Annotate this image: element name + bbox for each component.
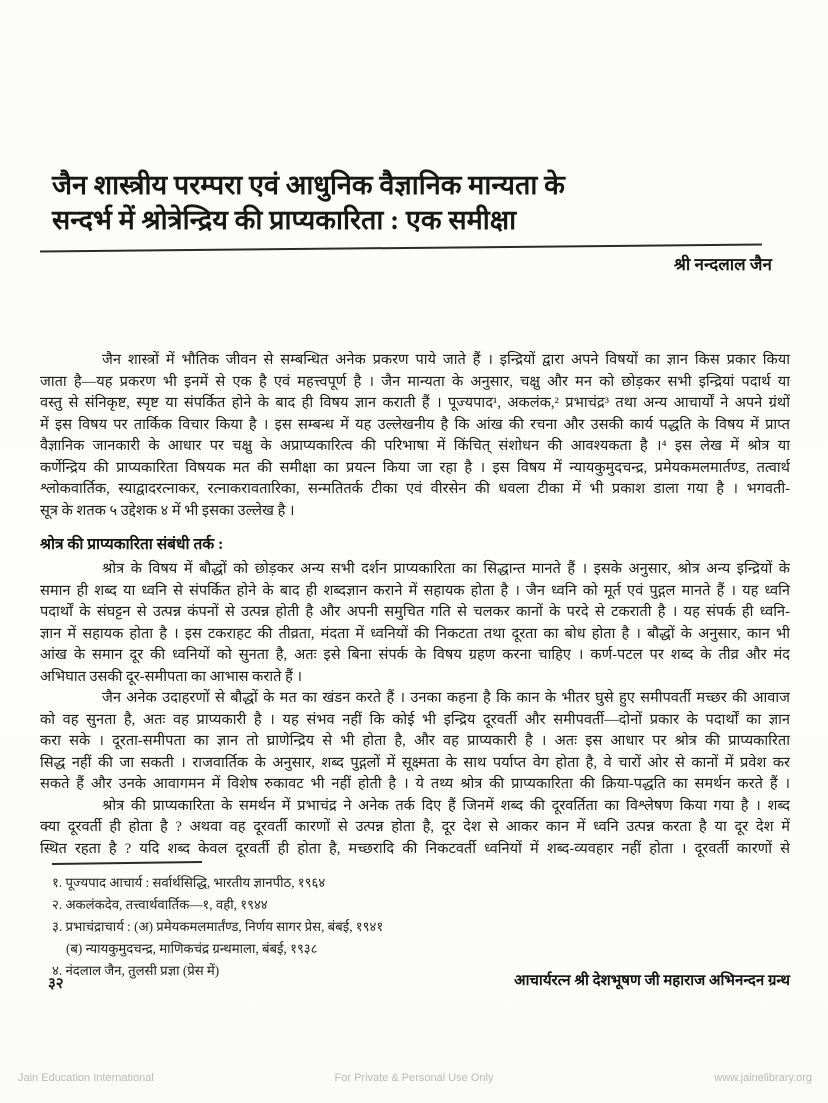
paragraph-line: सूत्र के शतक ५ उद्देशक ४ में भी इसका उल्लेख है ।	[40, 502, 295, 519]
footnote: २. अकलंकदेव, तत्त्वार्थवार्तिक—१, वही, १९४४	[52, 897, 268, 912]
article-title	[52, 168, 752, 238]
paragraph-line: आंख के समान दूर की ध्वनियों को सुनता है, अतः इसे बिना संपर्क के विषय ग्रहण करना चाहिए । कर्ण-पटल पर शब्द के तीव्र और मंद	[40, 647, 790, 663]
page-number: ३२	[48, 976, 64, 992]
footer-website-text: www.jainelibrary.org	[714, 1072, 812, 1084]
footnote: ४. नंदलाल जैन, तुलसी प्रज्ञा (प्रेस में)	[52, 963, 220, 978]
paragraph-line: समान ही शब्द या ध्वनि से संपर्कित होने के बाद ही शब्दज्ञान कराने में सहायक होता है । जैन ध्वनि को मूर्त एवं पुद्गल मानते हैं । यह ध्वनि	[40, 582, 790, 599]
paragraph-line: अभिघात उसकी दूर-समीपता का आभास कराते हैं ।	[40, 668, 303, 685]
paragraph-line: श्रोत्र के विषय में बौद्धों को छोड़कर अन्य सभी दर्शन प्राप्यकारिता का सिद्धान्त मानते हैं । इसके अनुसार, श्रोत्र अन्य इन्द्रियों के	[102, 561, 790, 577]
paragraph-line: पदार्थों के संघट्टन से उत्पन्न कंपनों से उत्पन्न होती है और अपनी समुचित गति से चलकर कानों के परदे से टकराती है । यह संपर्क ही ध्वनि-	[40, 604, 790, 620]
footnote-subitem: (ब) न्यायकुमुदचन्द्र, माणिकचंद्र ग्रन्थमाला, बंबई, १९३८	[66, 941, 318, 956]
paragraph-line: जैन अनेक उदाहरणों से बौद्धों के मत का खंडन करते हैं । उनका कहना है कि कान के भीतर घुसे हुए समीपवर्ती मच्छर की आवाज	[102, 690, 790, 706]
scan-footer	[0, 1072, 828, 1088]
paragraph-line: श्लोकवार्तिक, स्याद्वादरत्नाकर, रत्नाकरावतारिका, सन्मतितर्क टीका एवं वीरसेन की धवला टीका में भी प्रकाश डाला गया है । भगवती-	[40, 481, 790, 497]
paragraph-line: श्रोत्र की प्राप्यकारिता के समर्थन में प्रभाचंद्र ने अनेक तर्क दिए हैं जिनमें शब्द की दूरवर्तिता का विश्लेषण किया गया है । शब्द	[102, 797, 790, 814]
author-name: श्री नन्दलाल जैन	[673, 255, 772, 274]
section-heading: श्रोत्र की प्राप्यकारिता संबंधी तर्क :	[40, 536, 224, 553]
footnotes-block	[52, 872, 752, 982]
paragraph-line: क्या दूरवर्ती ही होता है ? अथवा वह दूरवर्ती कारणों से उत्पन्न होता है, दूर देश से आकर कान में ध्वनि उत्पन्न करता है या दूर देश में	[40, 819, 790, 835]
paragraph-line: ज्ञान में सहायक होता है । इस टकराहट की तीव्रता, मंदता में ध्वनियों की निकटता तथा दूरता का बोध होता है । बौद्धों के अनुसार, कान भी	[40, 625, 790, 642]
footer-publisher-text: Jain Education International	[18, 1072, 154, 1084]
paragraph-line: वस्तु से संनिकृष्ट, स्पृष्ट या संपर्कित होने के बाद ही विषय ज्ञान कराती हैं । पूज्यपाद¹, अकलंक,² प्रभाचंद्र³ तथा अन्य आचार्यों ने अपने ग्रंथों	[40, 395, 790, 411]
paragraph-line: स्थित रहता है ? यदि शब्द केवल दूरवर्ती ही होता है, मच्छरादि की निकटवर्ती ध्वनियों में शब्द-व्यवहार नहीं होता । दूरवर्ती कारणों से	[40, 840, 790, 857]
paragraph-line: कर्णेन्द्रिय की प्राप्यकारिता विषयक मत की समीक्षा का प्रयत्न किया जा रहा है । इस विषय में न्यायकुमुदचन्द्र, प्रमेयकमलमार्तण्ड, तत्वार्थ	[40, 459, 790, 476]
paragraph-line: जैन शास्त्रों में भौतिक जीवन से सम्बन्धित अनेक प्रकरण पाये जाते हैं । इन्द्रियों द्वारा अपने विषयों का ज्ञान किस प्रकार किया	[102, 352, 790, 368]
paragraph-line: जाता है—यह प्रकरण भी इनमें से एक है एवं महत्त्वपूर्ण है । जैन मान्यता के अनुसार, चक्षु और मन को छोड़कर सभी इन्द्रियां पदार्थ या	[40, 373, 790, 390]
paragraph-line: सकते हैं और उनके आवागमन में विशेष रुकावट भी नहीं होती है । ये तथ्य श्रोत्र की प्राप्यकारिता की क्रिया-पद्धति का समर्थन करते हैं ।	[40, 776, 790, 792]
paragraph-line: को वह सुनता है, अतः वह प्राप्यकारी है । यह संभव नहीं कि कोई भी इन्द्रिय दूरवर्ती और समीपवर्ती—दोनों प्रकार के पदार्थों का ज्ञान	[40, 711, 790, 728]
paragraph-line: में इस विषय पर तार्किक विचार किया है । इस सम्बन्ध में यह उल्लेखनीय है कि आंख की रचना और उसकी कार्य पद्धति के विषय में प्राप्त	[40, 416, 790, 433]
paragraph-line: सिद्ध नहीं की जा सकती । राजवार्तिक के अनुसार, शब्द पुद्गलों में सूक्ष्मता के साथ पर्याप्त वेग होता है, वे चारों ओर से कानों में प्रवेश कर	[40, 754, 790, 771]
book-running-title: आचार्यरत्न श्री देशभूषण जी महाराज अभिनन्दन ग्रन्थ	[514, 973, 790, 989]
paragraph-line: करा सके । दूरता-समीपता का ज्ञान तो घ्राणेन्द्रिय से भी होता है, और वह प्राप्यकारी है । अतः इस आधार पर श्रोत्र की प्राप्यकारिता	[40, 733, 790, 749]
article-title-line-1: जैन शास्त्रीय परम्परा एवं आधुनिक वैज्ञानिक मान्यता के	[52, 170, 565, 200]
footnote: ३. प्रभाचंद्राचार्य : (अ) प्रमेयकमलमार्तंण्ड, निर्णय सागर प्रेस, बंबई, १९४१	[52, 919, 384, 934]
article-title-line-2: सन्दर्भ में श्रोत्रेन्द्रिय की प्राप्यकारिता : एक समीक्षा	[52, 205, 517, 235]
footnote: १. पूज्यपाद आचार्य : सर्वार्थसिद्धि, भारतीय ज्ञानपीठ, १९६४	[52, 875, 326, 890]
paragraph-line: वैज्ञानिक जानकारी के आधार पर चक्षु के अप्राप्यकारित्व की परिभाषा में किंचित् संशोधन की आवश्यकता है ।⁴ इस लेख में श्रोत्र या	[40, 438, 790, 454]
article-body	[40, 350, 790, 860]
footnote-divider-line	[52, 861, 202, 865]
footer-usage-text: For Private & Personal Use Only	[334, 1072, 494, 1084]
title-divider-line	[40, 244, 762, 253]
